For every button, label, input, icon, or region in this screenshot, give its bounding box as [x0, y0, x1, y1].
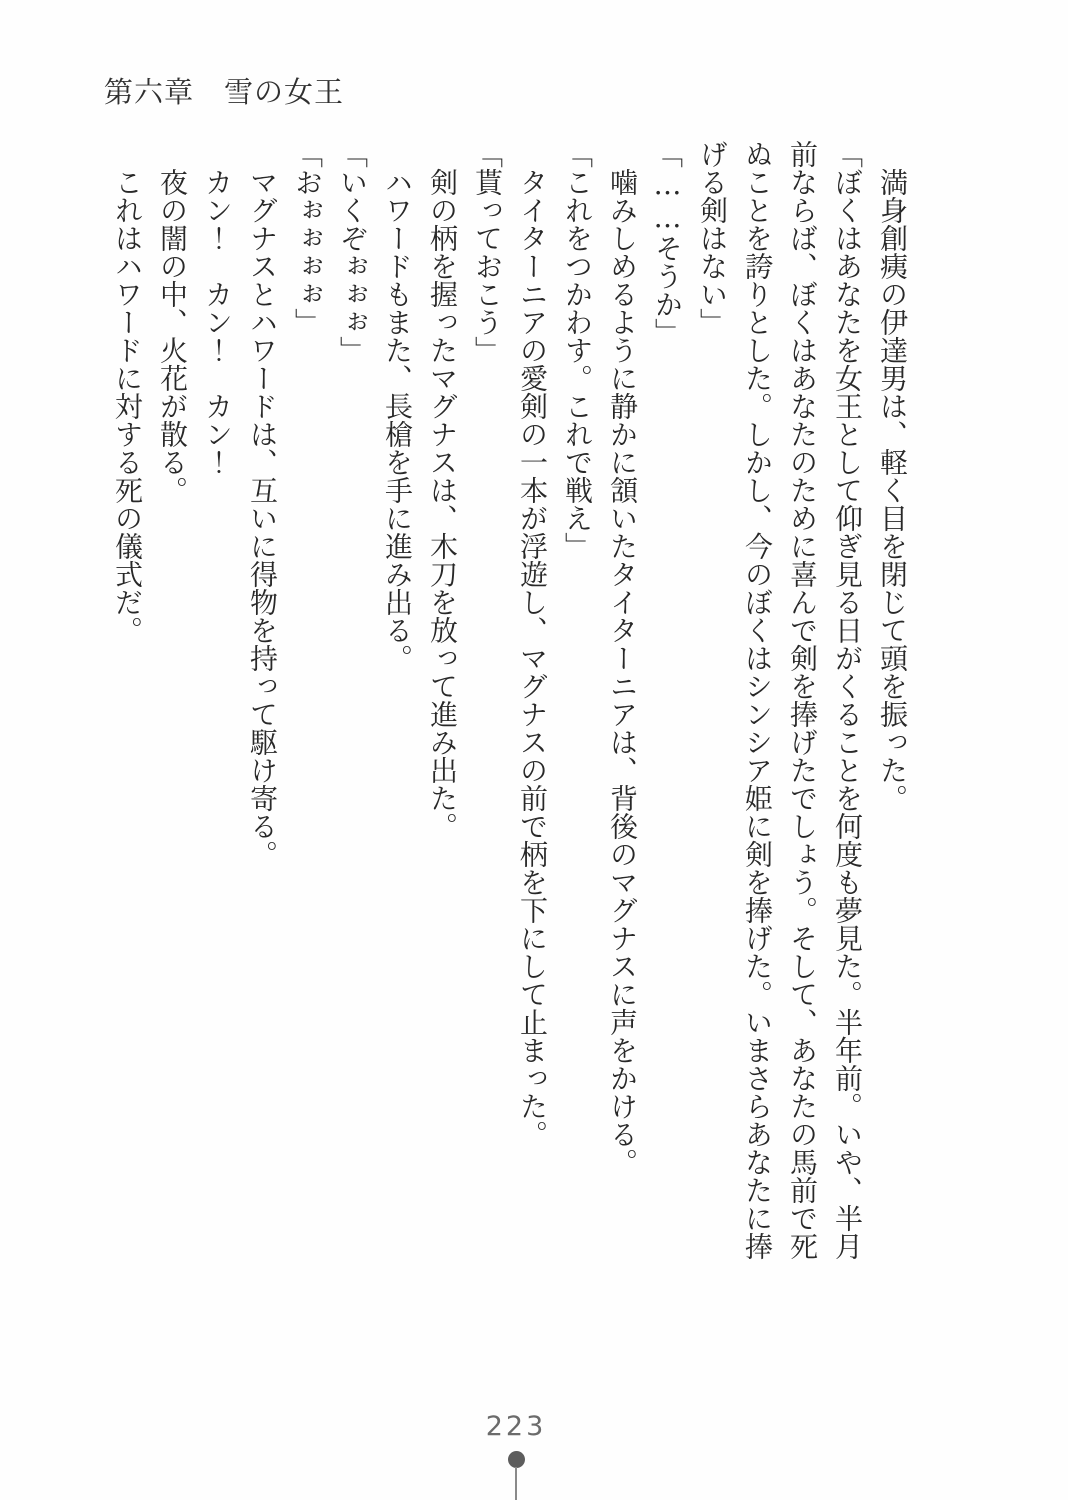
text-line: カン！ カン！ カン！ [201, 140, 234, 476]
text-line: 「これをつかわす。これで戦え」 [561, 140, 594, 560]
text-line: 前ならば、ぼくはあなたのために喜んで剣を捧げたでしょう。そして、あなたの馬前で死 [786, 140, 819, 1260]
chapter-header: 第六章 雪の女王 [104, 75, 345, 109]
text-line: 「……そうか」 [651, 140, 684, 346]
footer-ornament-dot [508, 1451, 525, 1468]
text-line: 夜の闇の中、火花が散る。 [156, 140, 189, 504]
page-number: 223 [485, 1411, 547, 1442]
text-line: 満身創痍の伊達男は、軽く目を閉じて頭を振った。 [876, 140, 909, 812]
text-line: 「ぼくはあなたを女王として仰ぎ見る日がくることを何度も夢見た。半年前。いや、半月 [831, 140, 864, 1260]
text-line: 「貰っておこう」 [471, 140, 504, 364]
text-line: 剣の柄を握ったマグナスは、木刀を放って進み出た。 [426, 140, 459, 840]
footer-ornament-line [515, 1467, 517, 1500]
text-line: 「いくぞぉぉぉ」 [336, 140, 369, 364]
page-text [103, 140, 915, 1270]
text-line: ぬことを誇りとした。しかし、今のぼくはシンシア姫に剣を捧げた。いまさらあなたに捧 [741, 140, 774, 1260]
text-line: これはハワードに対する死の儀式だ。 [111, 140, 144, 644]
text-line: タイターニアの愛剣の一本が浮遊し、マグナスの前で柄を下にして止まった。 [516, 140, 549, 1148]
page-footer [469, 1412, 563, 1500]
text-line: 噛みしめるように静かに頷いたタイターニアは、背後のマグナスに声をかける。 [606, 140, 639, 1176]
text-line: ハワードもまた、長槍を手に進み出る。 [381, 140, 414, 672]
text-line: マグナスとハワードは、互いに得物を持って駆け寄る。 [246, 140, 279, 868]
text-line: 「おぉぉぉぉ」 [291, 140, 324, 336]
text-line: げる剣はない」 [696, 140, 729, 336]
